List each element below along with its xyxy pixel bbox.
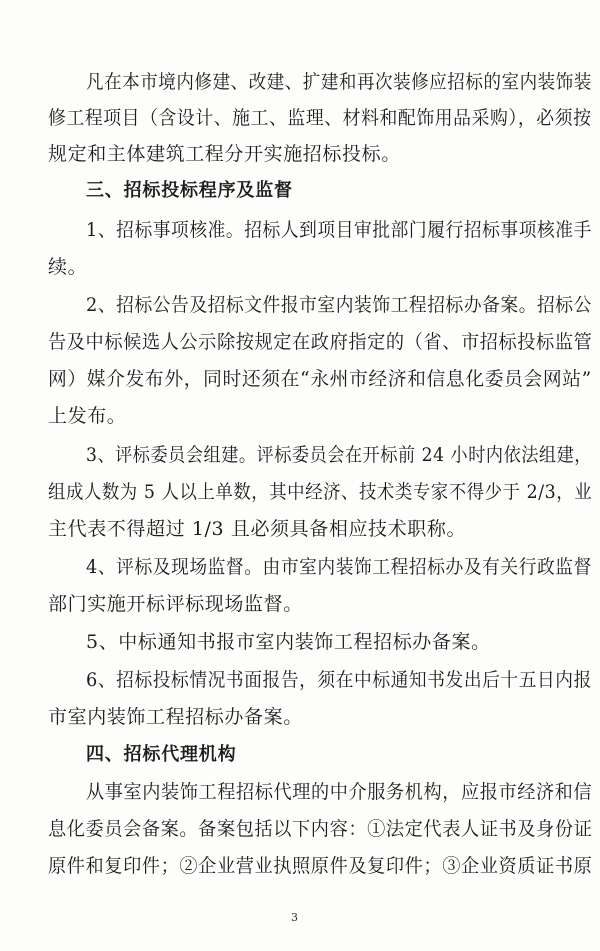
paragraph-line: 网）媒介发布外，同时还须在“永州市经济和信息化委员会网站”	[48, 368, 592, 390]
paragraph-line: 规定和主体建筑工程分开实施招标投标。	[48, 143, 401, 165]
paragraph-line: 组成人数为 5 人以上单数，其中经济、技术类专家不得少于 2/3，业	[48, 481, 593, 503]
paragraph-line: 1、招标事项核准。招标人到项目审批部门履行招标事项核准手	[86, 219, 592, 241]
paragraph-line: 4、评标及现场监督。由市室内装饰工程招标办及有关行政监督	[86, 556, 592, 578]
paragraph-line: 市室内装饰工程招标办备案。	[48, 706, 303, 728]
paragraph-line: 2、招标公告及招标文件报市室内装饰工程招标办备案。招标公	[86, 294, 592, 316]
page-number: 3	[291, 911, 298, 924]
paragraph-line: 息化委员会备案。备案包括以下内容：①法定代表人证书及身份证	[48, 818, 593, 840]
paragraph-line: 上发布。	[48, 405, 127, 427]
paragraph-line: 修工程项目（含设计、施工、监理、材料和配饰用品采购），必须按	[48, 107, 592, 129]
paragraph-line: 从事室内装饰工程招标代理的中介服务机构，应报市经济和信	[86, 781, 593, 803]
paragraph-line: 5、中标通知书报市室内装饰工程招标办备案。	[86, 631, 491, 653]
section-heading-agencies: 四、招标代理机构	[86, 744, 237, 765]
paragraph-line: 续。	[48, 256, 88, 278]
paragraph-line: 3、评标委员会组建。评标委员会在开标前 24 小时内依法组建，	[86, 444, 592, 466]
paragraph-line: 主代表不得超过 1/3 且必须具备相应技术职称。	[48, 518, 467, 540]
paragraph-line: 告及中标候选人公示除按规定在政府指定的（省、市招标投标监管	[48, 331, 593, 353]
paragraph-line: 6、招标投标情况书面报告，须在中标通知书发出后十五日内报	[86, 669, 592, 691]
paragraph-line: 原件和复印件；②企业营业执照原件及复印件；③企业资质证书原	[48, 855, 593, 877]
paragraph-line: 凡在本市境内修建、改建、扩建和再次装修应招标的室内装饰装	[86, 71, 592, 93]
paragraph-line: 部门实施开标评标现场监督。	[48, 593, 303, 615]
section-heading-procedures: 三、招标投标程序及监督	[86, 180, 293, 201]
